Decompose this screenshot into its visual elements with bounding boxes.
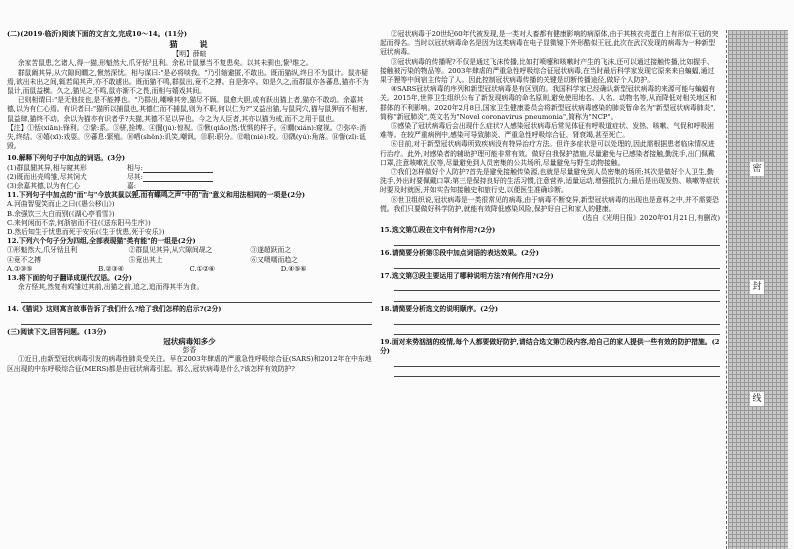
q10-item-text: (2)既而出壳鸣雏,尽其饲犬	[7, 172, 87, 181]
question-17: 17.选文第③段主要运用了哪种说明方法?有何作用?(2分)	[380, 271, 554, 280]
q12-item: ③遂超跃而之	[250, 246, 292, 255]
seal-sidebar	[728, 30, 788, 549]
seal-dashed-line	[726, 30, 727, 549]
story-notes: 【注】①铦(xiān):锋利。②絷:系。③骈,拴缚。④閴(jú):惊视。⑤愀(qiǎo)然:忧惧的样子。⑥瞯(xián):窥视。⑦弥卒:消失,终结。⑧嬉(xī):戏耍。⑨蕃息:繁殖。⑩哂(shěn):讥笑,嘲讽。⑪职:职分。⑫啮(niè):咬。⑬隅(yú):角落。⑭訾(zǐ):诋毁。	[7, 123, 367, 151]
article-para-4: ④SARS冠状病毒的序列和新型冠状病毒是有区别的。我国科学家已经确认新型冠状病毒的来源可能与蝙蝠有关。2015年,世界卫生组织公布了新发现病毒的命名原则,避免使用地名、人名、动物名等,从而降低对相关地区和群体的不利影响。2020年2月8日,国家卫生健康委员会将新型冠状病毒感染的肺炎暂命名为"新型冠状病毒肺炎",简称"新冠肺炎",英文名为"Novel coronavirus pneumonia",简称为"NCP"。	[380, 85, 717, 121]
q10-item-2	[7, 173, 372, 182]
q11-option-c[interactable]: C.来何闲而不亲,何浙宿而不往(《送东阳马生序》)	[7, 218, 151, 227]
article-para-3: ③冠状病毒的传播呢?不仅是通过飞沫传播,比如打喷嚏和咳嗽时产生的飞沫,还可以通过接触传播,比如握手、接触被污染的物品等。2003年肆虐的严重急性呼吸综合征冠状病毒,在当时最后科学家发现它原来来自蝙蝠,通过果子狸等中间宿主传给了人。因此控制冠状病毒传播的关键是切断传播途径,做好个人防护。	[380, 57, 715, 85]
answer-line[interactable]	[394, 367, 720, 378]
q11-option-a[interactable]: A.河曲智叟笑而止之曰(《愚公移山》)	[7, 200, 115, 209]
seal-char-feng: 封	[750, 280, 764, 294]
answer-line[interactable]	[394, 281, 720, 292]
q12-option-b[interactable]: B.②③④	[98, 264, 124, 273]
question-13: 13.将下面的句子翻译成现代汉语。(2分)	[7, 274, 132, 283]
answer-line[interactable]	[394, 235, 720, 246]
q12-option-c[interactable]: C.①②⑥	[189, 264, 215, 273]
story-para-3: 已则相谓曰:"是无他技也,是不能搏也。"乃群出,嘲噪其旁,猫尽不顾。鼠愈大胆,或有跃出猫上者,猫亦不敢动。余嘉其德,以为有仁心焉。有识者曰:"猫所以捕鼠也,其德仁而不捕鼠,则为不职,何以仁为?"又益出猫,与鼠同穴,猫与鼠狎而不相害,鼠益肆,猫终不动。余以为猫亦有识者乎?夫猫,其德不足以异也。今之为人臣者,其亦以猫为戒,而不之用于鼠也。	[7, 96, 368, 123]
section3-header: (三)阅读下文,回答问题。(13分)	[7, 327, 107, 336]
question-15: 15.选文第①段在文中有何作用?(2分)	[380, 226, 496, 235]
q12-items-row-1	[7, 246, 372, 255]
answer-line[interactable]	[394, 356, 720, 367]
q12-options	[7, 265, 372, 274]
q11-option-d[interactable]: D.然后知生于忧患而死于安乐(《生于忧患,死于安乐》)	[7, 228, 165, 237]
q11-option-b[interactable]: B.余强饮三大白而别(《湖心亭看雪》)	[7, 209, 115, 218]
answer-line[interactable]	[394, 291, 720, 302]
q12-option-a[interactable]: A.①③⑤	[7, 264, 33, 273]
article-para-5: ⑤感染了冠状病毒后会出现什么症状?人感染冠状病毒后常见体征有呼吸道症状、发热、咳嗽、气促和呼吸困难等。在较严重病例中,感染可导致肺炎、严重急性呼吸综合征、肾衰竭,甚至死亡。	[380, 122, 714, 140]
seal-char-mi: 密	[750, 162, 764, 176]
q12-item: ⑥又嗫嚅而趋之	[250, 255, 298, 264]
question-19: 19.面对来势汹汹的疫情,每个人都要做好防护,请结合选文第⑦段内容,给自己的家人提供一些有效的防护措施。(2分)	[380, 338, 720, 356]
question-12: 12.下列六个句子分为四组,全部表现猫"类有能"的一组是(2分)	[7, 237, 196, 246]
story-title: 猫 说	[169, 39, 210, 50]
article-para-6: ⑥目前,对于新型冠状病毒所致疾病没有特异治疗方法。但许多症状是可以处理的,因此需根据患者临床情况进行治疗。此外,对感染者的辅助护理可能非常有效。做好自我保护措施,尽量避免与已感染者接触,勤洗手,出门佩戴口罩,注意咳嗽礼仪等,尽量避免到人员密集的公共场所,尽量避免与野生动物接触。	[380, 140, 715, 167]
q12-item: ④竟不之搏	[7, 255, 41, 264]
q10-item-text: (1)群鼠閴其异,相与窥其形	[7, 163, 87, 172]
article-para-2: ②冠状病毒于20世纪60年代被发现,是一类对人畜都有健康影响的病原体,由于其核衣壳蛋白上有形似王冠的突起而得名。当时以冠状病毒命名是因为这类病毒在电子显微镜下外形酷似王冠,此次在武汉发现的病毒为一种新型冠状病毒。	[380, 30, 719, 57]
question-16: 16.请简要分析第⑤段中加点词语的表达效果。(2分)	[380, 248, 539, 257]
article-author: 彭香	[182, 346, 197, 355]
question-10: 10.解释下列句子中加点的词语。(3分)	[7, 154, 126, 163]
article-title: 冠状病毒知多少	[163, 336, 216, 346]
section2-header: (二)(2019·临沂)阅读下面的文言文,完成10～14。(11分)	[7, 30, 188, 38]
article-source: (选自《光明日报》2020年01月21日,有删改)	[582, 214, 720, 223]
q10-item-label: 尽其:	[127, 172, 143, 181]
story-author: 【明】薛暄	[172, 50, 207, 59]
seal-char-xian: 线	[750, 392, 764, 406]
q10-item-1	[7, 164, 372, 173]
answer-blank[interactable]	[143, 165, 213, 173]
question-14: 14.《猫说》这则寓言故事告诉了我们什么?给了我们怎样的启示?(2分)	[7, 304, 222, 313]
question-11: 11.下列句子中加点的"而"与"今放其鼠以狸,而有蝶鸣之声"中的"而"意义和用法相同的一项是(2分)	[7, 191, 306, 200]
q10-item-3	[7, 182, 372, 191]
q10-item-text: (3)余嘉其德,以为有仁心	[7, 182, 80, 191]
answer-line[interactable]	[394, 258, 720, 269]
q10-item-label: 相与:	[127, 163, 143, 172]
answer-line[interactable]	[394, 325, 720, 336]
right-column	[380, 30, 720, 377]
answer-line[interactable]	[394, 314, 720, 325]
q12-option-d[interactable]: D.④⑤⑥	[280, 264, 307, 273]
answer-blank[interactable]	[143, 174, 213, 182]
article-para-7: ⑦我们怎样做好个人防护?首先是避免接触传染源,也就是尽量避免到人员密集的场所;其次是做好个人卫生,勤洗手,外出时要佩戴口罩;第三是保持良好的生活习惯,注意营养,适量运动,增强抵抗力;最后是出现发热、咳嗽等症状时要及时就医,并如实告知接触史和旅行史,以便医生准确诊断。	[380, 168, 720, 195]
story-para-2: 群鼠阚其异,从穴隙间瞯之,愀然深忧。相与谋曰:"是必将啖我。"乃引缩避匿,不敢出。既而猫纵,终日不为鼠计。鼠亦疑焉,欲出未出之间,辄若闻其声,亦不敢遽出。既而猫不鸣,群鼠出,竟不之搏。自是弥卒。如是久之,而群鼠亦各蕃息,猫亦不为鼠计,而鼠益横。久之,猫见之不鸣,鼠亦渐不之畏,而相与嬉戏其间。	[7, 68, 369, 96]
left-column	[7, 30, 372, 374]
q12-item: ②群鼠见其异,从穴隙间觇之	[128, 246, 213, 255]
article-para-1: ①近日,由新型冠状病毒引发的病毒性肺炎受关注。早在2003年肆虐的严重急性呼吸综合征(SARS)和2012年在中东地区出现的中东呼吸综合征(MERS)都是由冠状病毒引起。那么,冠状病毒是什么?该怎样有效防护?	[7, 355, 372, 373]
question-18: 18.请简要分析选文的说明顺序。(2分)	[380, 304, 499, 313]
q12-items-row-2	[7, 256, 372, 265]
article-para-8: ⑧世卫组织说,冠状病毒是一类很常见的病毒,由于病毒不断变异,新型冠状病毒的出现也是意料之中,并不需要恐慌。我们只要做好科学防护,就能有效降低感染风险,保护好自己和家人的健康。	[380, 195, 719, 213]
q10-item-label: 嘉:	[127, 182, 137, 191]
q13-sentence: 余方怪其,然复有鸡雏过其前,出猫之前,追之,追而得其半为食。	[17, 283, 204, 292]
story-para-1: 余家苦鼠患,乞诸人,得一猫,形魁然大,爪牙铦³且利。余私计鼠暴当不复患矣。以其未驯也,絷³维之。	[17, 59, 313, 68]
answer-line[interactable]	[21, 292, 372, 303]
q12-item: ①形魁然大,爪牙铦且利	[7, 246, 78, 255]
answer-line[interactable]	[21, 314, 372, 325]
q12-item: ⑤竟出其上	[128, 255, 163, 264]
